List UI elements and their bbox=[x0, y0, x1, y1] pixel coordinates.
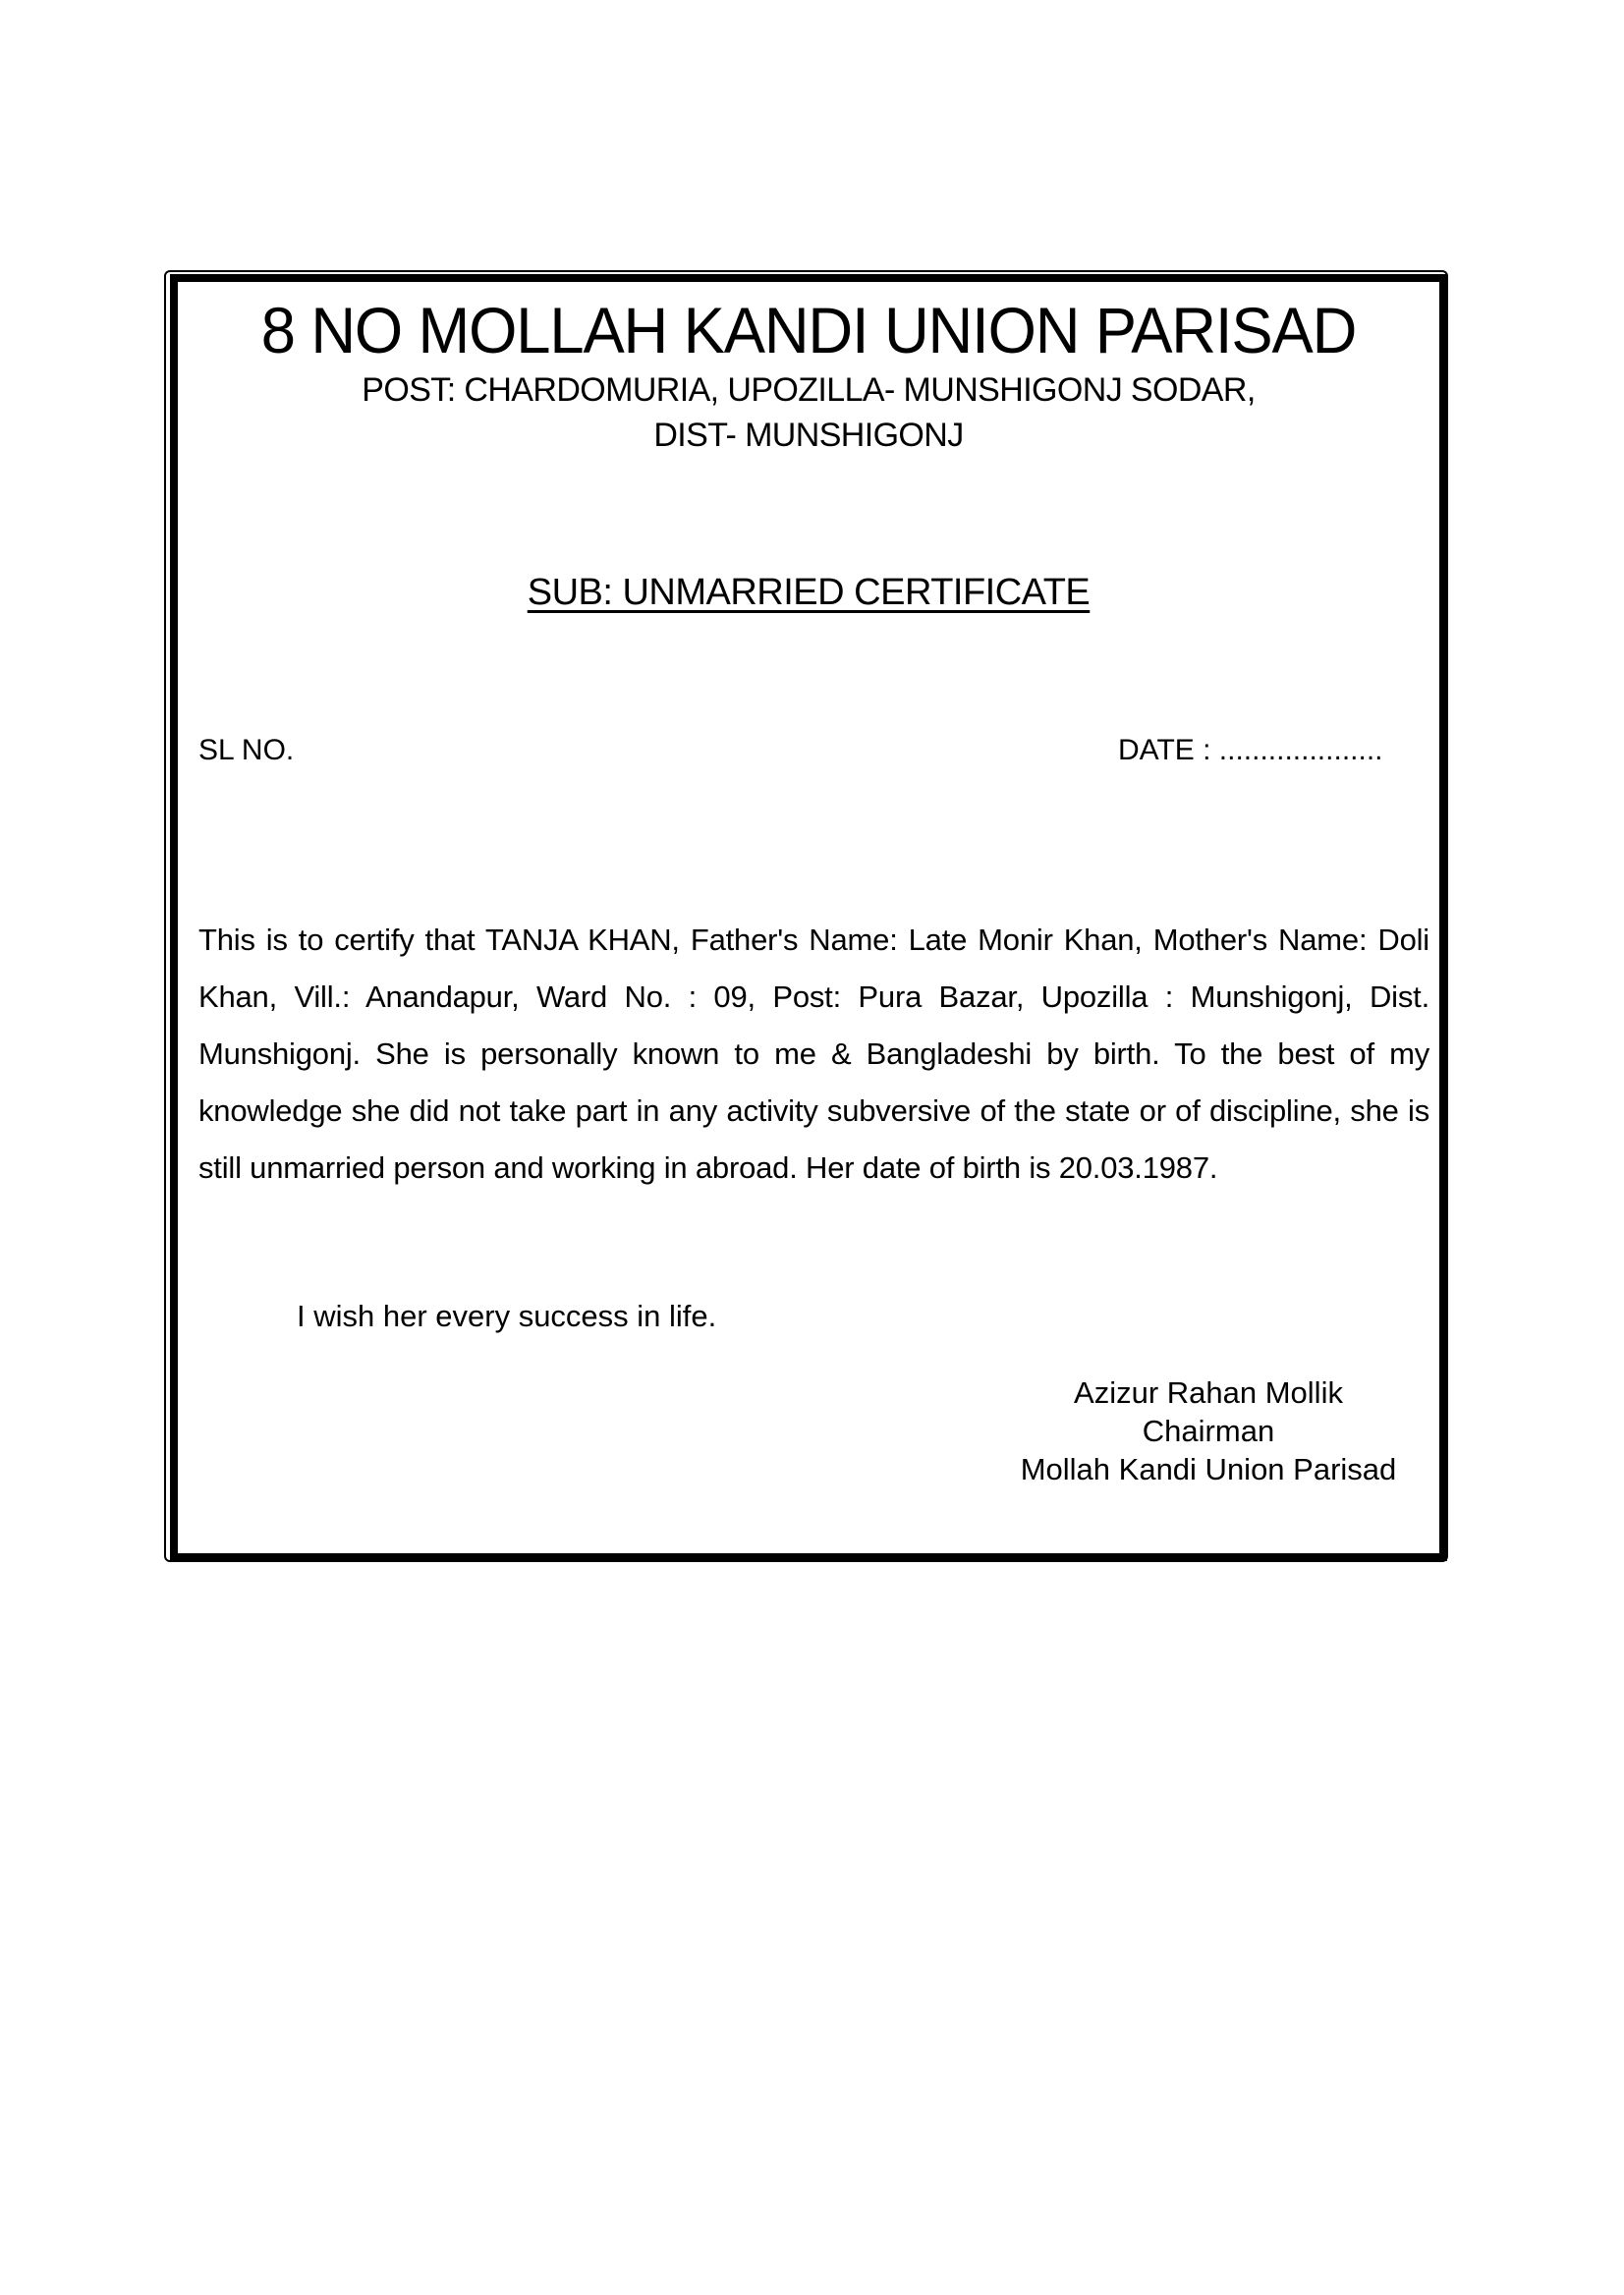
address-line-2: DIST- MUNSHIGONJ bbox=[653, 417, 964, 454]
address-line-1: POST: CHARDOMURIA, UPOZILLA- MUNSHIGONJ SODAR, bbox=[362, 371, 1256, 409]
subject-heading: SUB: UNMARRIED CERTIFICATE bbox=[527, 572, 1091, 613]
serial-number-label: SL NO. bbox=[198, 734, 295, 766]
signatory-organization: Mollah Kandi Union Parisad bbox=[1020, 1452, 1397, 1486]
signature-block bbox=[982, 1373, 1434, 1488]
organization-title: 8 NO MOLLAH KANDI UNION PARISAD bbox=[260, 294, 1357, 366]
organization-address bbox=[170, 367, 1447, 458]
signatory-name: Azizur Rahan Mollik bbox=[1074, 1375, 1343, 1410]
signatory-designation: Chairman bbox=[1142, 1414, 1275, 1448]
date-field: DATE : .................... bbox=[1118, 734, 1383, 766]
certificate-subject bbox=[170, 568, 1447, 617]
certificate-body: This is to certify that TANJA KHAN, Father's Name: Late Monir Khan, Mother's Name: Doli Khan, Vill.: Anandapur, Ward No. : 09, Post: Pura Bazar, Upozilla : Munshigonj, Dist. Munshigonj. She is personally known to me & Bangladeshi by birth. To the best of my knowledge she did not take part in any activity subversive of the state or of discipline, she is still unmarried person and working in abroad. Her date of birth is 20.03.1987. bbox=[198, 923, 1429, 1185]
closing-wish: I wish her every success in life. bbox=[297, 1299, 717, 1333]
